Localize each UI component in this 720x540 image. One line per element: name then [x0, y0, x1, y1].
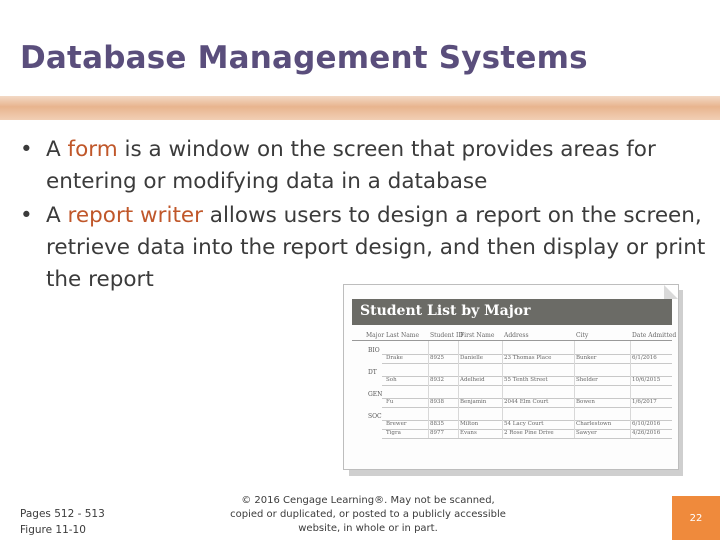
bullet-dot-icon: • — [20, 137, 33, 162]
page-number-badge: 22 — [672, 496, 720, 540]
table-cell: Drake — [386, 355, 403, 361]
slide-title: Database Management Systems — [20, 40, 588, 76]
table-cell: 8932 — [430, 377, 444, 383]
table-cell: Charlestown — [576, 421, 612, 427]
copyright-notice: © 2016 Cengage Learning®. May not be scanned, copied or duplicated, or posted to a publicly accessible website, in whole or in part. — [230, 495, 506, 534]
table-cell: 55 Tenth Street — [504, 377, 548, 383]
table-cell: Sawyer — [576, 430, 597, 436]
term-form: form — [67, 137, 118, 162]
term-report-writer: report writer — [67, 203, 203, 228]
report-title: Student List by Major — [360, 303, 531, 319]
table-cell: Bunker — [576, 355, 597, 361]
table-cell: 8977 — [430, 430, 444, 436]
group-label: SOC — [368, 413, 382, 420]
table-cell: 10/6/2015 — [632, 377, 661, 383]
bullet-list — [20, 134, 710, 298]
page-reference — [20, 506, 105, 538]
table-cell: Fu — [386, 399, 394, 405]
table-cell: 8925 — [430, 355, 444, 361]
col-city: City — [576, 332, 589, 339]
table-cell: 8835 — [430, 421, 444, 427]
table-cell: 2 Rose Pine Drive — [504, 430, 554, 436]
table-cell: Adelheid — [460, 377, 485, 383]
table-cell: Brewer — [386, 421, 407, 427]
table-cell: Soh — [386, 377, 397, 383]
bullet-report-writer: • A report writer allows users to design a report on the screen, retrieve data into the report design, and then display or print the report — [20, 200, 710, 296]
pages-ref: Pages 512 - 513 — [20, 508, 105, 520]
table-cell: 23 Thomas Place — [504, 355, 552, 361]
col-student-id: Student ID — [430, 332, 464, 339]
table-cell: 6/1/2016 — [632, 355, 657, 361]
table-cell: Milton — [460, 421, 479, 427]
table-cell: 6/10/2016 — [632, 421, 661, 427]
col-date-admitted: Date Admitted — [632, 332, 677, 339]
table-cell: Benjamin — [460, 399, 487, 405]
table-cell: 8938 — [430, 399, 444, 405]
col-first-name: First Name — [460, 332, 495, 339]
table-cell: Danielle — [460, 355, 484, 361]
figure-ref: Figure 11-10 — [20, 524, 86, 536]
report-header — [352, 299, 672, 325]
report-figure — [343, 284, 683, 476]
group-label: DT — [368, 369, 377, 376]
col-major: Major — [366, 332, 385, 339]
report-paper — [343, 284, 679, 470]
table-cell: 4/26/2016 — [632, 430, 661, 436]
page-curl — [664, 285, 678, 299]
table-cell: Evans — [460, 430, 477, 436]
bullet-dot-icon: • — [20, 203, 33, 228]
table-cell: Bowen — [576, 399, 595, 405]
table-cell: Shelder — [576, 377, 598, 383]
group-label: BIO — [368, 347, 380, 354]
table-cell: 1/6/2017 — [632, 399, 657, 405]
col-last-name: Last Name — [386, 332, 420, 339]
bullet-form: • A form is a window on the screen that provides areas for entering or modifying data in a database — [20, 134, 710, 198]
table-cell: 2044 Elm Court — [504, 399, 549, 405]
col-address: Address — [504, 332, 529, 339]
group-label: GEN — [368, 391, 383, 398]
table-cell: 54 Lacy Court — [504, 421, 544, 427]
title-divider-band — [0, 96, 720, 120]
table-cell: Tigra — [386, 430, 401, 436]
